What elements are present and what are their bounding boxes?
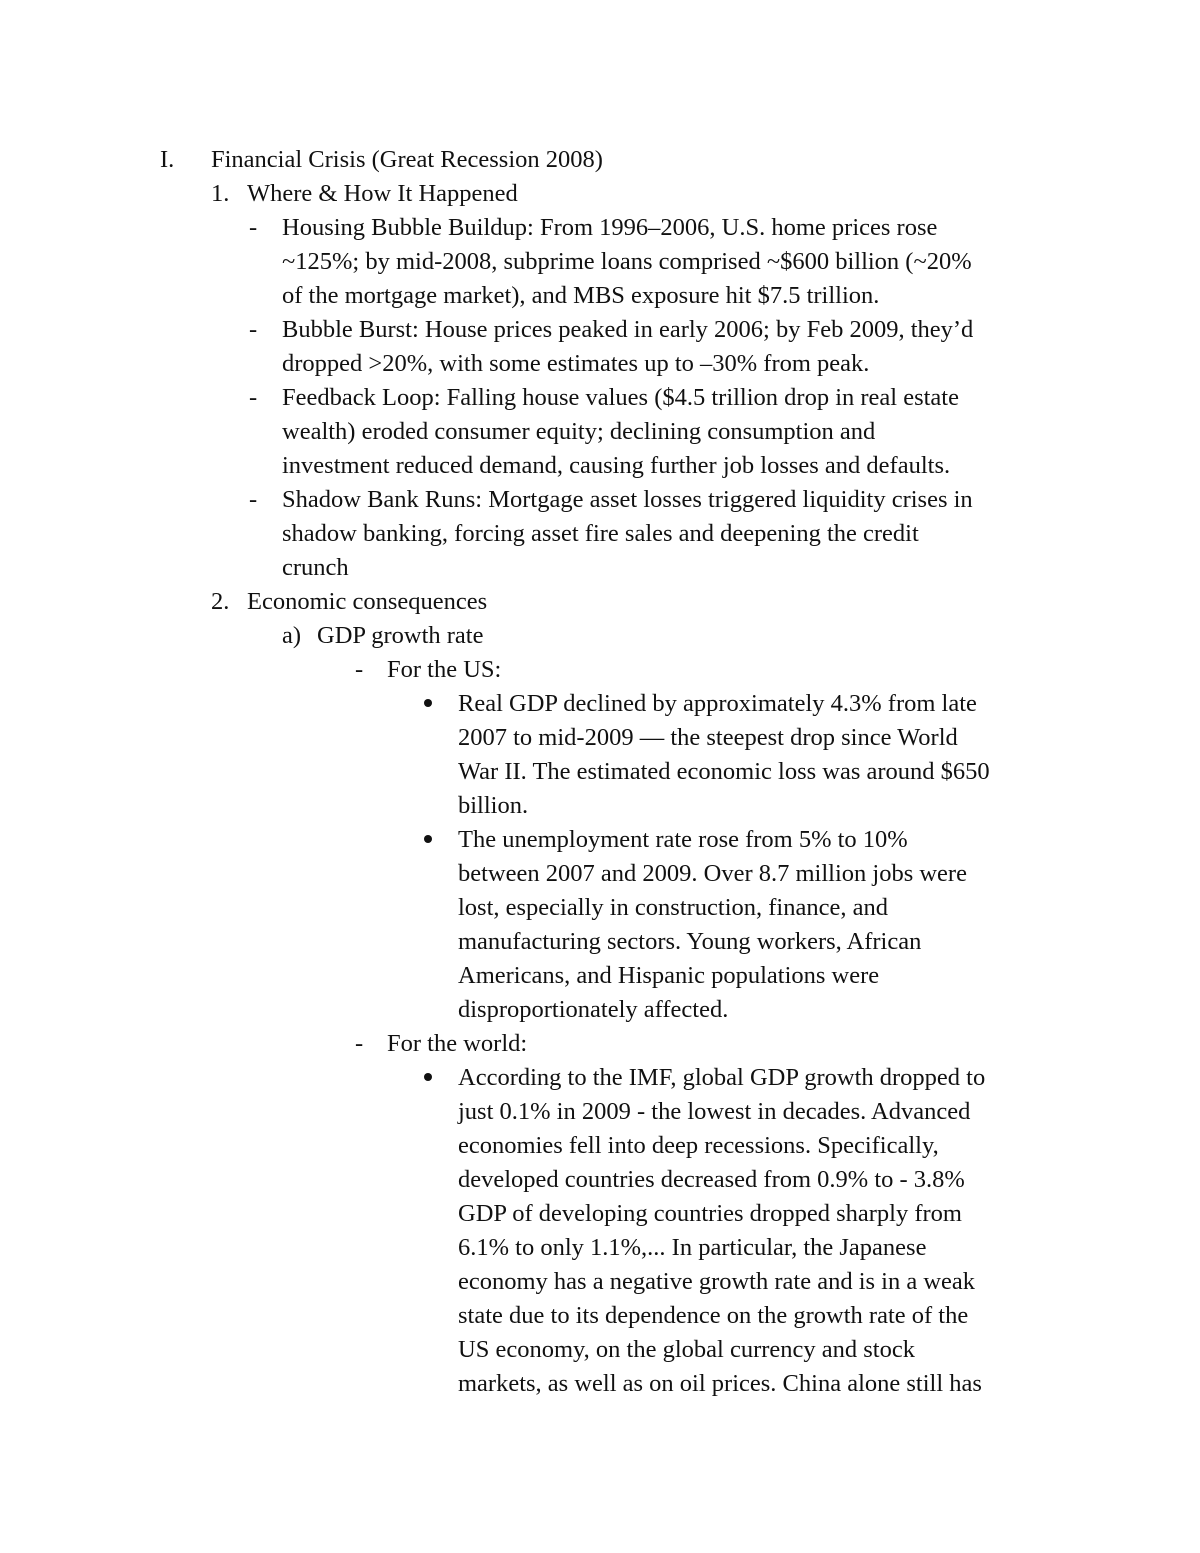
sub-a-title: GDP growth rate <box>317 622 484 649</box>
part1-item4-dash: - <box>249 486 258 513</box>
us-bullet2-line: Americans, and Hispanic populations were <box>458 962 880 989</box>
us-bullet1-line: 2007 to mid-2009 — the steepest drop since World <box>458 724 958 751</box>
us-dash: - <box>355 656 364 683</box>
world-bullet1-line: developed countries decreased from 0.9% to - 3.8% <box>458 1166 965 1193</box>
world-bullet1-line: economy has a negative growth rate and is in a weak <box>458 1268 976 1295</box>
world-bullet1-line: 6.1% to only 1.1%,... In particular, the Japanese <box>458 1234 927 1261</box>
us-bullet1-line: billion. <box>458 792 529 819</box>
part1-item1-line: of the mortgage market), and MBS exposure hit $7.5 trillion. <box>282 282 880 309</box>
sub-a-label: a) <box>282 622 302 649</box>
world-bullet1-line: state due to its dependence on the growth rate of the <box>458 1302 969 1329</box>
world-bullet1-line: US economy, on the global currency and stock <box>458 1336 915 1363</box>
part1-item3-line: investment reduced demand, causing further job losses and defaults. <box>282 452 951 479</box>
part2-title: Economic consequences <box>247 588 488 615</box>
part1-item2-dash: - <box>249 316 258 343</box>
part1-item4-line: Shadow Bank Runs: Mortgage asset losses triggered liquidity crises in <box>282 486 973 513</box>
part1-item3-line: wealth) eroded consumer equity; declining consumption and <box>282 418 876 445</box>
part1-item3-line: Feedback Loop: Falling house values ($4.5 trillion drop in real estate <box>282 384 959 411</box>
part1-item3-dash: - <box>249 384 258 411</box>
us-bullet2-line: manufacturing sectors. Young workers, African <box>458 928 922 955</box>
world-bullet1-line: just 0.1% in 2009 - the lowest in decades. Advanced <box>458 1098 971 1125</box>
bullet-icon <box>424 1073 432 1081</box>
world-dash: - <box>355 1030 364 1057</box>
bullet-icon <box>424 835 432 843</box>
part1-item1-line: ~125%; by mid-2008, subprime loans comprised ~$600 billion (~20% <box>282 248 972 275</box>
part1-number: 1. <box>211 180 230 207</box>
us-bullet1-line: Real GDP declined by approximately 4.3% from late <box>458 690 977 717</box>
bullet-icon <box>424 699 432 707</box>
section-title: Financial Crisis (Great Recession 2008) <box>211 146 603 173</box>
world-bullet1-line: According to the IMF, global GDP growth dropped to <box>458 1064 986 1091</box>
part1-item2-line: Bubble Burst: House prices peaked in early 2006; by Feb 2009, they’d <box>282 316 974 343</box>
us-bullet2-line: The unemployment rate rose from 5% to 10% <box>458 826 908 853</box>
part1-item4-line: shadow banking, forcing asset fire sales and deepening the credit <box>282 520 919 547</box>
us-bullet2-line: disproportionately affected. <box>458 996 729 1023</box>
world-bullet1-line: GDP of developing countries dropped sharply from <box>458 1200 962 1227</box>
part1-item2-line: dropped >20%, with some estimates up to –30% from peak. <box>282 350 870 377</box>
part1-item4-line: crunch <box>282 554 349 581</box>
part2-number: 2. <box>211 588 230 615</box>
part1-item1-dash: - <box>249 214 258 241</box>
us-bullet1-line: War II. The estimated economic loss was around $650 <box>458 758 990 785</box>
section-numeral: I. <box>160 146 175 173</box>
us-bullet2-line: lost, especially in construction, finance, and <box>458 894 888 921</box>
world-bullet1-line: markets, as well as on oil prices. China alone still has <box>458 1370 982 1397</box>
part1-title: Where & How It Happened <box>247 180 518 207</box>
world-title: For the world: <box>387 1030 528 1057</box>
part1-item1-line: Housing Bubble Buildup: From 1996–2006, U.S. home prices rose <box>282 214 938 241</box>
world-bullet1-line: economies fell into deep recessions. Specifically, <box>458 1132 939 1159</box>
us-bullet2-line: between 2007 and 2009. Over 8.7 million jobs were <box>458 860 967 887</box>
us-title: For the US: <box>387 656 502 683</box>
